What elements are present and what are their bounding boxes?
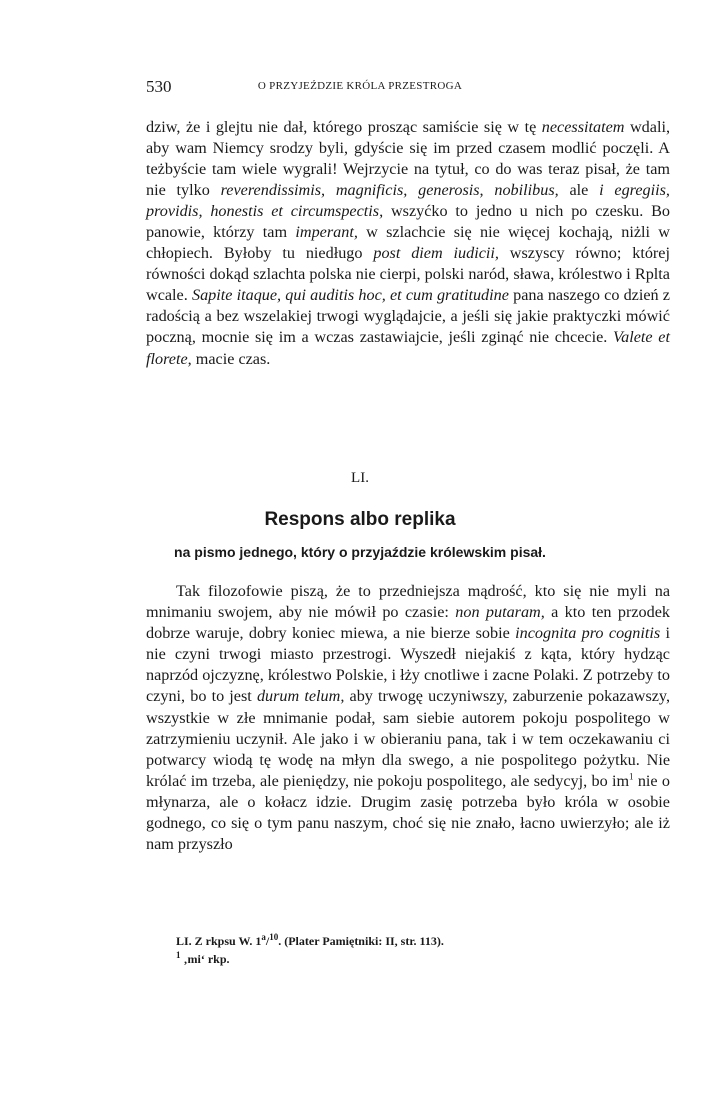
footnote-1: $^1$ ‚mi‘ rkp. <box>176 950 230 966</box>
body-paragraph-2 <box>146 581 670 855</box>
footnote-source: LI. Z rkpsu W. 1$^a$/$^{10}$. (Plater Pamiętniki: II, str. 113). <box>176 932 444 948</box>
running-title: O PRZYJEŹDZIE KRÓLA PRZESTROGA <box>257 80 463 92</box>
body-paragraph-1 <box>146 117 670 370</box>
paragraph-text: dziw, że i glejtu nie dał, którego prosząc samiście się w tę necessitatem wdali, aby wam Niemcy srodzy byli, gdyście się im przed czasem modlić poczęli. A teżbyście tam wiele wygrali! Wejrzycie na tytuł, co do was teraz pisał, że tam nie tylko reverendissimis, magnificis, generosis, nobilibus, ale i egregiis, providis, honestis et circumspectis, wszyćko to jedno u nich po czesku. Bo panowie, którzy tam imperant, w szlachcie się nie więcej kochają, niżli w chłopiech. Byłoby tu niedługo post diem iudicii, wszyscy równo; której równości dokąd szlachta polska nie cierpi, polski naród, sława, królestwo i Rplta wcale. Sapite itaque, qui auditis hoc, et cum gratitudine pana naszego co dzień z radością a bez wszelakiej trwogi wyglądajcie, a jeśli się jakie praktyczki mówić poczną, mocnie się im a wczas zastawiajcie, jeśli zginąć nie chcecie. Valete et florete, macie czas. <box>146 118 671 368</box>
chapter-number: LI. <box>351 470 369 486</box>
footnotes <box>176 932 444 968</box>
section-title: Respons albo replika <box>264 509 456 530</box>
section-subtitle: na pismo jednego, który o przyjaździe królewskim pisał. <box>174 544 546 560</box>
page-number: 530 <box>146 77 172 96</box>
paragraph-text: Tak filozofowie piszą, że to przedniejsza mądrość, kto się nie myli na mnimaniu swojem, aby nie mówił po czasie: non putaram, a kto ten przodek dobrze waruje, dobry koniec miewa, a nie bierze sobie incognita pro cognitis i nie czyni trwogi miasto przestrogi. Wyszedł niejakiś z kąta, który hydząc naprzód ojczyznę, królestwo Polskie, i łży cnotliwe i zacne Polaki. Z potrzeby to czyni, bo to jest durum telum, aby trwogę uczyniwszy, zaburzenie pokazawszy, wszystkie w złe mnimanie podał, sam siebie autorem pokoju pospolitego w zatrzymieniu uczynił. Ale jako i w obieraniu pana, tak i w tem oczekawaniu ci potwarcy wiodą tę wodę na młyn dla swego, a nie pospolitego pożytku. Nie królać im trzeba, ale pieniędzy, nie pokoju pospolitego, ale sedycyj, bo $im^1$ nie o młynarza, ale o kołacz idzie. Drugim zasię potrzeba było króla w osobie godnego, co się o tym panu naszym, choć się nie znało, łacno uwierzyło; ale iż nam przyszło <box>146 582 671 854</box>
